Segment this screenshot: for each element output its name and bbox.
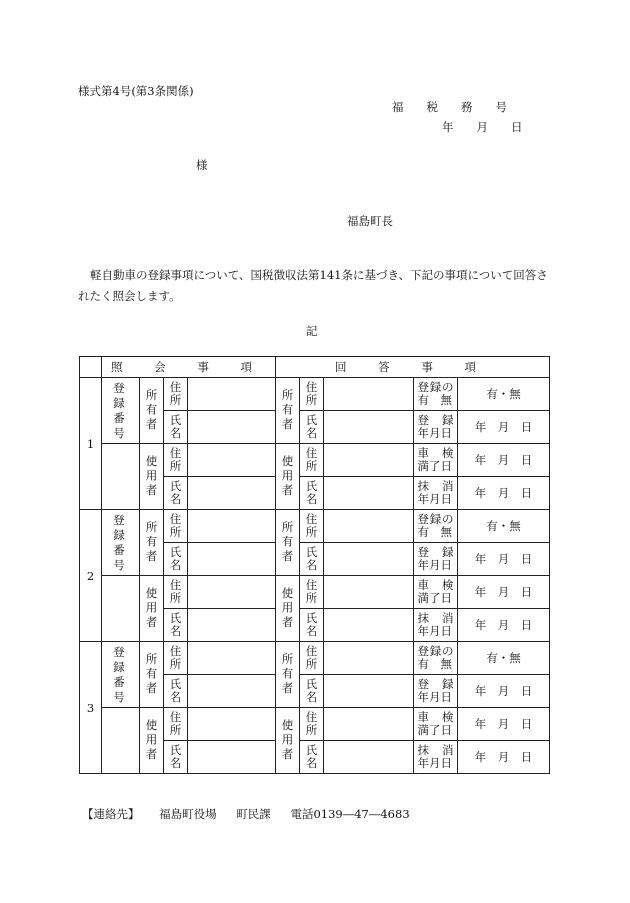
date-value: 年 月 日 xyxy=(474,453,533,467)
yes-no-value: 有・無 xyxy=(486,651,521,665)
owner-label: 所有者 xyxy=(144,652,159,697)
form-label: 様式第4号(第3条関係) xyxy=(78,84,194,98)
date-value: 年 月 日 xyxy=(474,585,533,599)
reg-date-label: 登 録年月日 xyxy=(417,413,454,440)
name-label: 氏名 xyxy=(169,677,182,704)
user-label: 使用者 xyxy=(280,586,295,631)
contact-dept: 町民課 xyxy=(236,807,271,821)
inquiry-owner-name[interactable] xyxy=(188,543,276,576)
date-value: 年 月 日 xyxy=(474,420,533,434)
name-label: 氏名 xyxy=(169,545,182,572)
name-label: 氏名 xyxy=(169,479,182,506)
table-row xyxy=(80,378,550,411)
answer-user-address[interactable] xyxy=(324,576,414,609)
date-value: 年 月 日 xyxy=(474,750,533,764)
address-label: 住所 xyxy=(305,380,318,407)
user-label: 使用者 xyxy=(144,586,159,631)
contact-info xyxy=(82,806,426,822)
name-label: 氏名 xyxy=(169,413,182,440)
address-label: 住所 xyxy=(305,512,318,539)
address-label: 住所 xyxy=(169,710,182,737)
inquiry-owner-address[interactable] xyxy=(188,510,276,543)
user-label: 使用者 xyxy=(280,454,295,499)
inquiry-user-address[interactable] xyxy=(188,444,276,477)
answer-owner-name[interactable] xyxy=(324,411,414,444)
table-row xyxy=(80,708,550,741)
owner-label: 所有者 xyxy=(144,520,159,565)
registered-label: 登録の有 無 xyxy=(417,380,454,407)
body-text: 軽自動車の登録事項について、国税徴収法第141条に基づき、下記の事項について回答されたく照会します。 xyxy=(78,268,548,303)
contact-office: 福島町役場 xyxy=(159,807,217,821)
answer-user-name[interactable] xyxy=(324,609,414,642)
answer-user-name[interactable] xyxy=(324,741,414,774)
inspection-label: 車 検満了日 xyxy=(417,710,454,737)
inquiry-table xyxy=(79,356,550,774)
answer-owner-address[interactable] xyxy=(324,510,414,543)
address-label: 住所 xyxy=(169,512,182,539)
table-row xyxy=(80,510,550,543)
table-header-row xyxy=(80,357,550,378)
address-label: 住所 xyxy=(169,446,182,473)
owner-label: 所有者 xyxy=(280,520,295,565)
answer-user-address[interactable] xyxy=(324,708,414,741)
date-value: 年 月 日 xyxy=(474,486,533,500)
inquiry-owner-name[interactable] xyxy=(188,411,276,444)
contact-phone: 電話0139―47―4683 xyxy=(290,807,410,821)
inquiry-owner-address[interactable] xyxy=(188,642,276,675)
address-label: 住所 xyxy=(305,578,318,605)
name-label: 氏名 xyxy=(305,479,318,506)
registered-label: 登録の有 無 xyxy=(417,644,454,671)
answer-owner-name[interactable] xyxy=(324,543,414,576)
owner-label: 所有者 xyxy=(144,388,159,433)
reg-date-label: 登 録年月日 xyxy=(417,677,454,704)
inquiry-user-name[interactable] xyxy=(188,477,276,510)
name-label: 氏名 xyxy=(169,743,182,770)
deletion-label: 抹 消年月日 xyxy=(417,743,454,770)
inquiry-owner-address[interactable] xyxy=(188,378,276,411)
address-label: 住所 xyxy=(169,380,182,407)
date-value: 年 月 日 xyxy=(474,684,533,698)
date-value: 年 月 日 xyxy=(474,618,533,632)
name-label: 氏名 xyxy=(305,611,318,638)
name-label: 氏名 xyxy=(305,677,318,704)
inspection-label: 車 検満了日 xyxy=(417,446,454,473)
reg-number-label: 登録番号 xyxy=(113,644,128,704)
table-row xyxy=(80,444,550,477)
reg-number-label: 登録番号 xyxy=(113,380,128,440)
address-label: 住所 xyxy=(305,446,318,473)
address-label: 住所 xyxy=(169,578,182,605)
date-value: 年 月 日 xyxy=(474,717,533,731)
reg-date-label: 登 録年月日 xyxy=(417,545,454,572)
name-label: 氏名 xyxy=(305,545,318,572)
name-label: 氏名 xyxy=(169,611,182,638)
answer-owner-address[interactable] xyxy=(324,642,414,675)
registered-label: 登録の有 無 xyxy=(417,512,454,539)
document-number: 福 税 務 号 xyxy=(392,100,507,114)
yes-no-value: 有・無 xyxy=(486,387,521,401)
deletion-label: 抹 消年月日 xyxy=(417,479,454,506)
row-number: 3 xyxy=(86,700,95,715)
table-row xyxy=(80,576,550,609)
inquiry-user-address[interactable] xyxy=(188,708,276,741)
table-row xyxy=(80,642,550,675)
name-label: 氏名 xyxy=(305,743,318,770)
date-value: 年 月 日 xyxy=(474,552,533,566)
addressee: 様 xyxy=(196,158,208,172)
name-label: 氏名 xyxy=(305,413,318,440)
answer-header: 回 答 事 項 xyxy=(335,360,490,374)
contact-label: 【連絡先】 xyxy=(82,807,140,821)
inspection-label: 車 検満了日 xyxy=(417,578,454,605)
user-label: 使用者 xyxy=(144,454,159,499)
inquiry-owner-name[interactable] xyxy=(188,675,276,708)
document-date: 年 月 日 xyxy=(442,120,523,134)
ki-heading: 記 xyxy=(306,324,318,338)
address-label: 住所 xyxy=(169,644,182,671)
user-label: 使用者 xyxy=(280,718,295,763)
answer-user-address[interactable] xyxy=(324,444,414,477)
inquiry-user-name[interactable] xyxy=(188,609,276,642)
inquiry-user-name[interactable] xyxy=(188,741,276,774)
owner-label: 所有者 xyxy=(280,652,295,697)
inquiry-header: 照 会 事 項 xyxy=(111,360,266,374)
inquiry-user-address[interactable] xyxy=(188,576,276,609)
reg-number-label: 登録番号 xyxy=(113,512,128,572)
answer-user-name[interactable] xyxy=(324,477,414,510)
answer-owner-name[interactable] xyxy=(324,675,414,708)
owner-label: 所有者 xyxy=(280,388,295,433)
deletion-label: 抹 消年月日 xyxy=(417,611,454,638)
yes-no-value: 有・無 xyxy=(486,519,521,533)
user-label: 使用者 xyxy=(144,718,159,763)
row-number: 1 xyxy=(86,436,95,451)
address-label: 住所 xyxy=(305,644,318,671)
address-label: 住所 xyxy=(305,710,318,737)
row-number: 2 xyxy=(86,568,95,583)
sender: 福島町長 xyxy=(347,214,393,228)
answer-owner-address[interactable] xyxy=(324,378,414,411)
